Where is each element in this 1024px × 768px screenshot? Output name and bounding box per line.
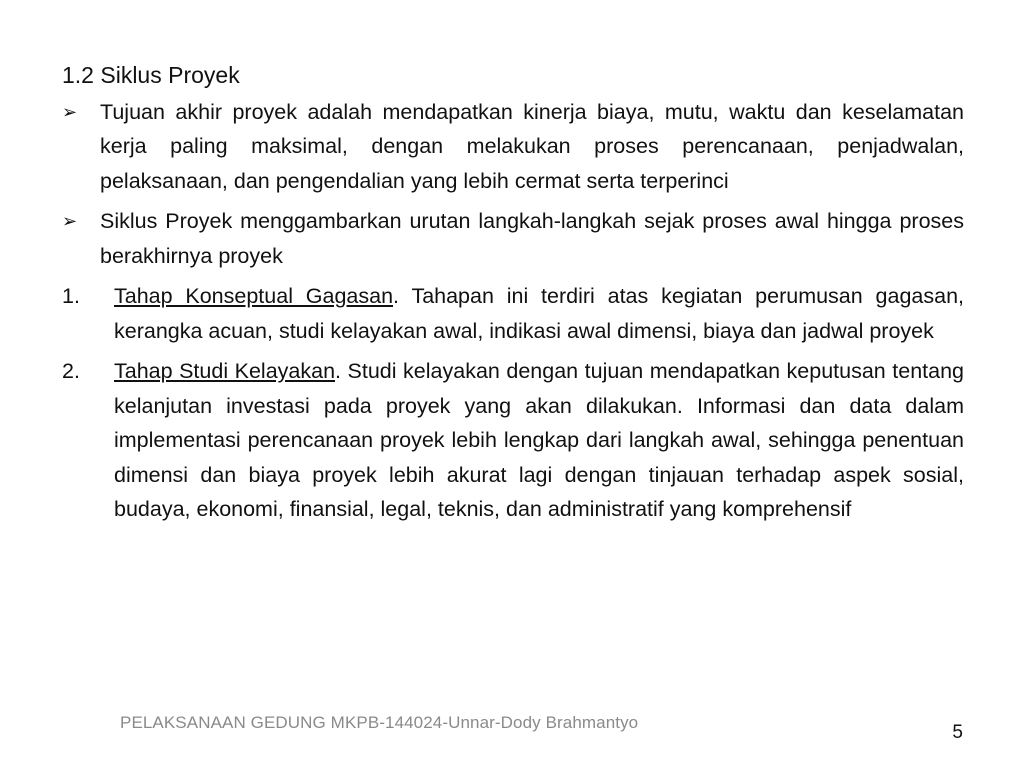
- section-heading: 1.2 Siklus Proyek: [62, 62, 240, 88]
- slide-content: [62, 58, 964, 533]
- bullet-text: Siklus Proyek menggambarkan urutan langkah-langkah sejak proses awal hingga proses berakhirnya proyek: [100, 209, 964, 268]
- page-number: 5: [952, 722, 963, 743]
- arrow-bullet-icon: ➢: [62, 101, 78, 122]
- stage-description: . Tahapan ini terdiri atas kegiatan perumusan gagasan, kerangka acuan, studi kelayakan awal, indikasi awal dimensi, biaya dan jadwal proyek: [114, 284, 964, 343]
- stage-term: Tahap Konseptual Gagasan: [114, 284, 394, 308]
- item-number: 1.: [62, 284, 80, 308]
- bullet-item: [62, 95, 964, 199]
- stage-term: Tahap Studi Kelayakan: [114, 359, 336, 383]
- numbered-item: [62, 279, 964, 348]
- bullet-text: Tujuan akhir proyek adalah mendapatkan kinerja biaya, mutu, waktu dan keselamatan kerja paling maksimal, dengan melakukan proses perencanaan, penjadwalan, pelaksanaan, dan pengendalian yang lebih cermat serta terperinci: [100, 99, 964, 193]
- bullet-item: [62, 204, 964, 273]
- arrow-bullet-icon: ➢: [62, 211, 78, 231]
- numbered-text: [114, 279, 964, 348]
- slide-footer: PELAKSANAAN GEDUNG MKPB-144024-Unnar-Dody Brahmantyo: [120, 713, 639, 732]
- numbered-item: [62, 354, 964, 527]
- stage-description: . Studi kelayakan dengan tujuan mendapatkan keputusan tentang kelanjutan investasi pada proyek yang akan dilakukan. Informasi dan data dalam implementasi perencanaan proyek lebih lengkap dari langkah awal, sehingga penentuan dimensi dan biaya proyek lebih akurat lagi dengan tinjauan terhadap aspek sosial, budaya, ekonomi, finansial, legal, teknis, dan administratif yang komprehensif: [114, 359, 965, 521]
- item-number: 2.: [62, 359, 80, 383]
- numbered-text: [114, 354, 964, 527]
